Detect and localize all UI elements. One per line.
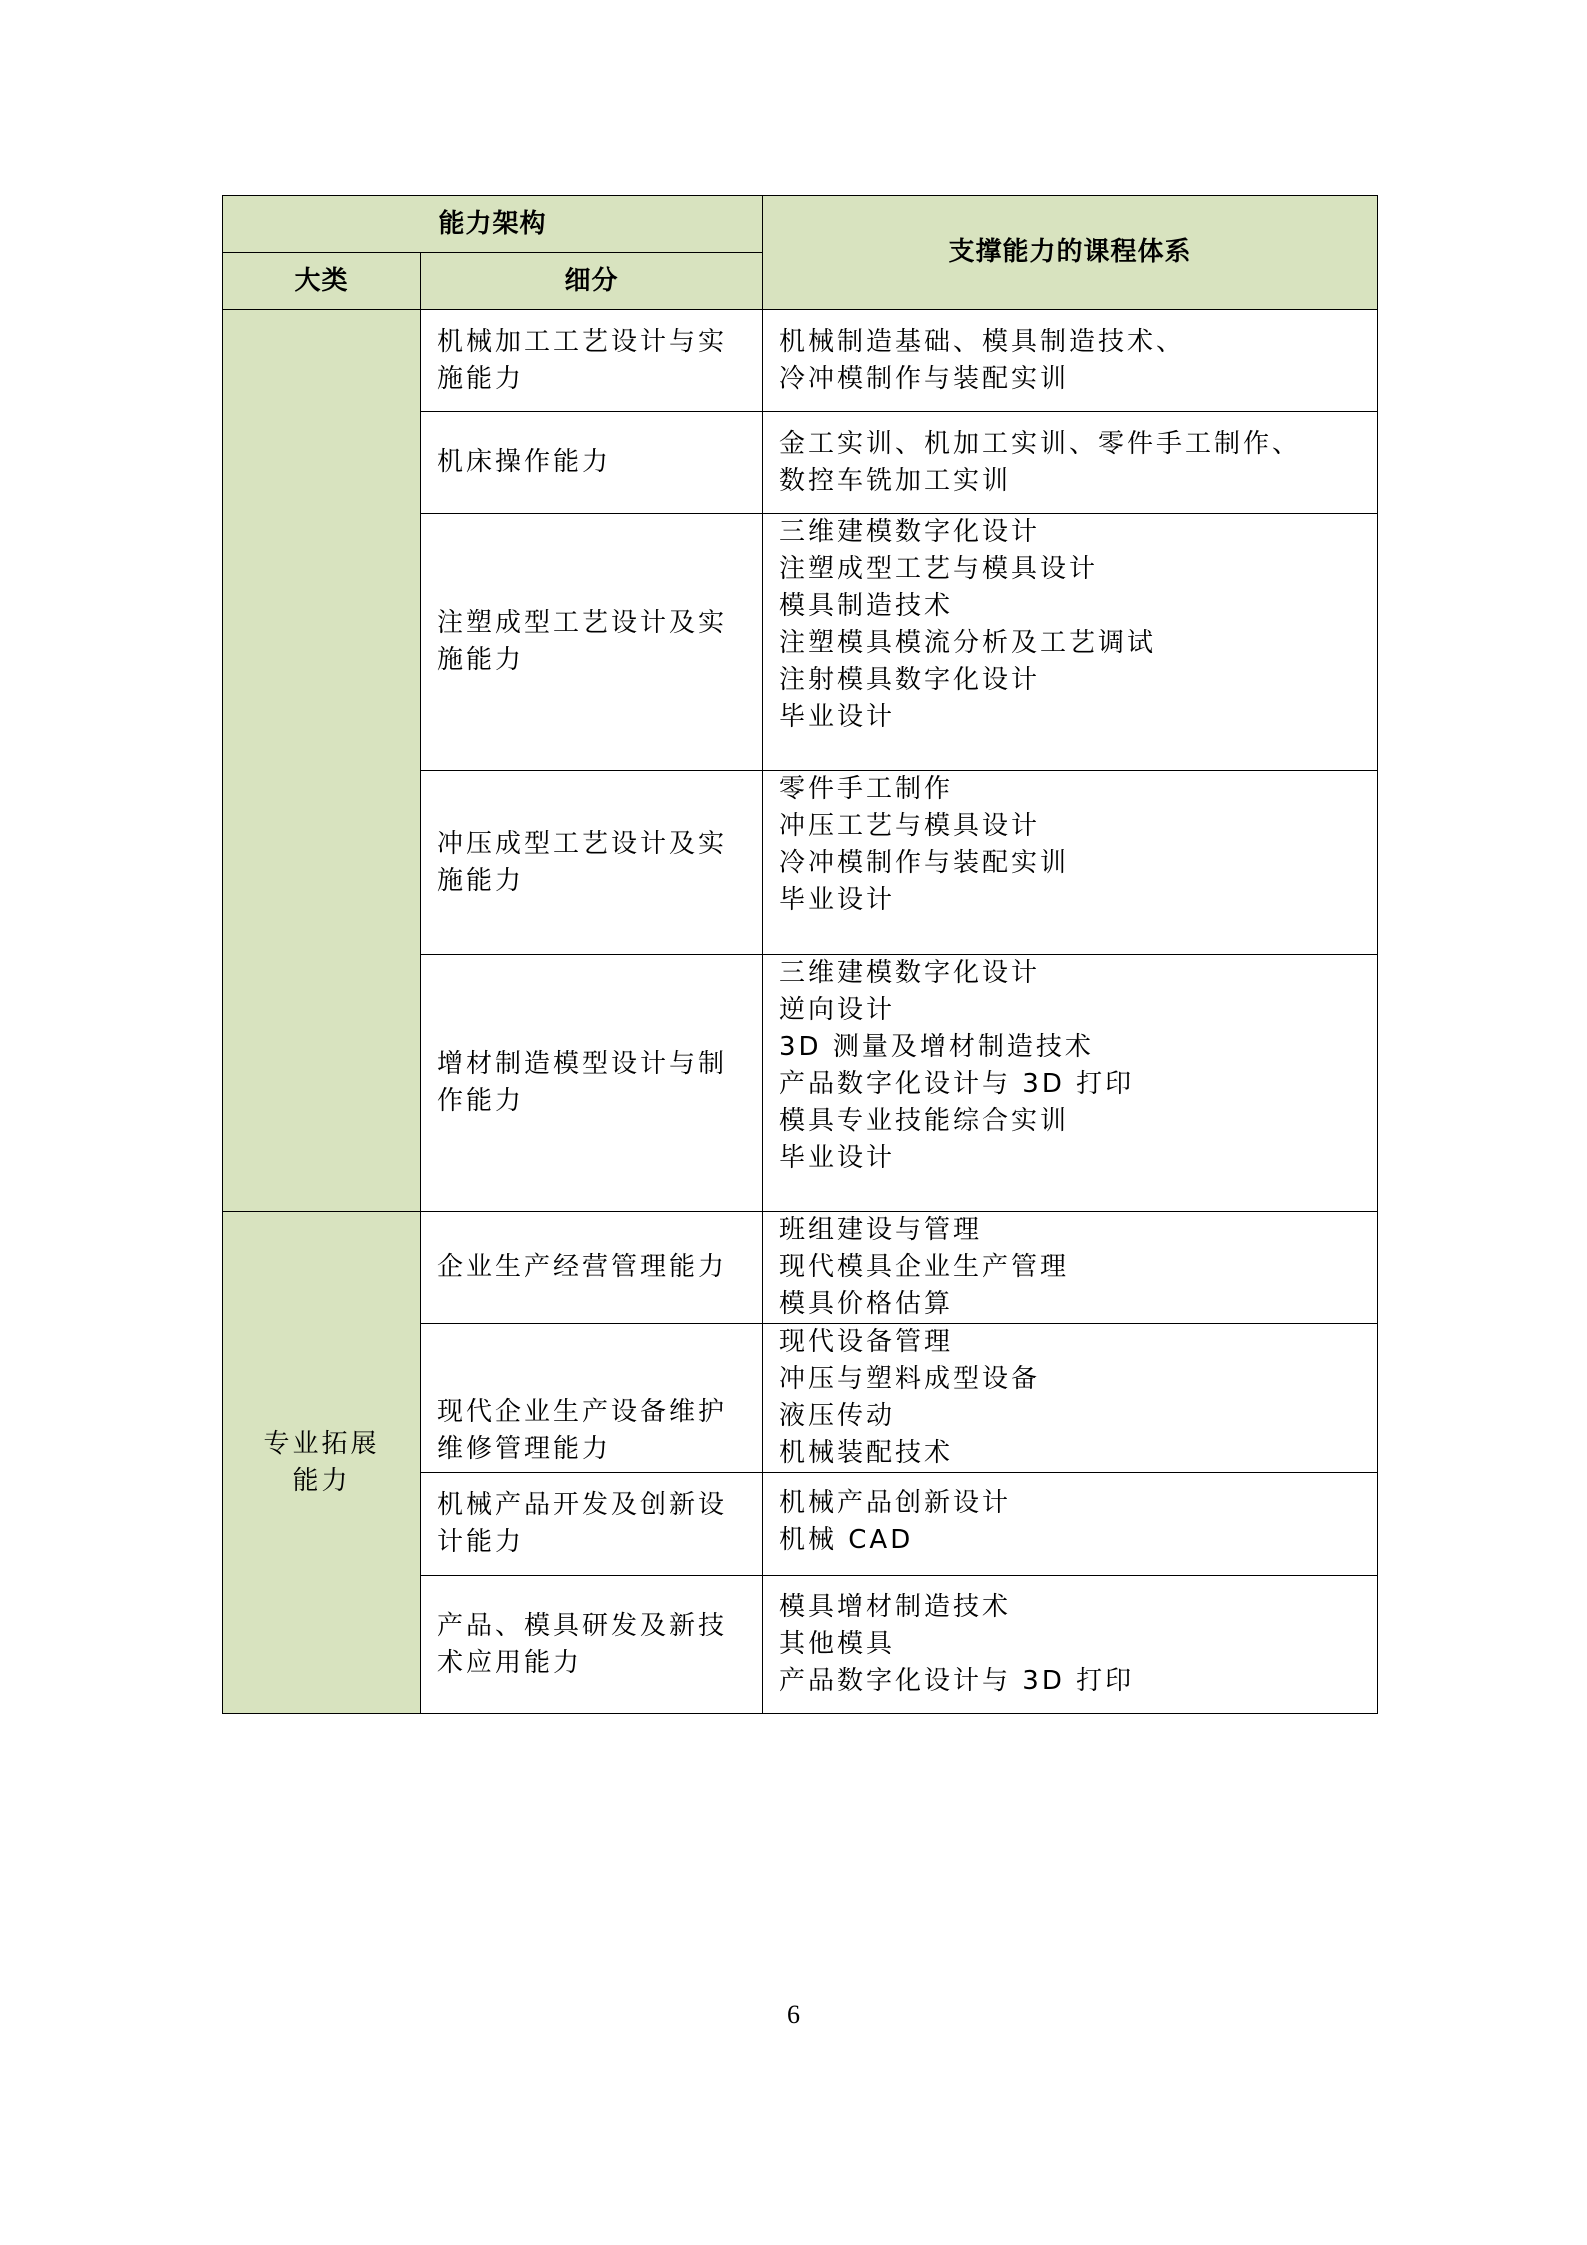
course-item: 冷冲模制作与装配实训 <box>779 848 1070 878</box>
header-ability-framework: 能力架构 <box>223 196 763 253</box>
courses-cell <box>763 1324 1378 1473</box>
course-item: 注射模具数字化设计 <box>779 665 1041 695</box>
courses-cell <box>763 412 1378 514</box>
course-item: 机械装配技术 <box>779 1438 954 1468</box>
course-item: 毕业设计 <box>779 702 896 732</box>
course-item: 模具价格估算 <box>779 1289 954 1319</box>
courses-cell <box>763 1576 1378 1714</box>
course-item: 产品数字化设计与 3D 打印 <box>779 1666 1135 1696</box>
table-row <box>223 1212 1378 1324</box>
course-item: 三维建模数字化设计 <box>779 958 1041 988</box>
courses-cell <box>763 771 1378 955</box>
course-item: 模具制造技术 <box>779 591 954 621</box>
course-item: 液压传动 <box>779 1401 896 1431</box>
course-item: 现代模具企业生产管理 <box>779 1252 1070 1282</box>
subcategory-cell: 产品、模具研发及新技术应用能力 <box>421 1576 763 1714</box>
course-item: 冷冲模制作与装配实训 <box>779 363 1070 394</box>
course-item: 数控车铣加工实训 <box>779 465 1012 496</box>
course-item: 毕业设计 <box>779 1143 896 1173</box>
course-item: 金工实训、机加工实训、零件手工制作、 <box>779 428 1302 459</box>
subcategory-cell: 冲压成型工艺设计及实施能力 <box>421 771 763 955</box>
header-subcategory: 细分 <box>421 253 763 310</box>
course-item: 现代设备管理 <box>779 1327 954 1357</box>
course-item: 毕业设计 <box>779 885 896 915</box>
course-item: 3D 测量及增材制造技术 <box>779 1032 1094 1062</box>
course-item: 产品数字化设计与 3D 打印 <box>779 1069 1135 1099</box>
category-cell-core <box>223 310 421 1212</box>
subcategory-cell: 机械加工工艺设计与实施能力 <box>421 310 763 412</box>
courses-cell <box>763 514 1378 771</box>
header-category: 大类 <box>223 253 421 310</box>
subcategory-cell: 机床操作能力 <box>421 412 763 514</box>
subcategory-cell: 注塑成型工艺设计及实施能力 <box>421 514 763 771</box>
course-item: 机械产品创新设计 <box>779 1488 1012 1518</box>
course-item: 逆向设计 <box>779 995 896 1025</box>
subcategory-cell: 机械产品开发及创新设计能力 <box>421 1473 763 1576</box>
course-item: 冲压工艺与模具设计 <box>779 811 1041 841</box>
page-number: 6 <box>787 2000 800 2029</box>
course-item: 机械制造基础、模具制造技术、 <box>779 326 1186 357</box>
course-item: 零件手工制作 <box>779 774 954 804</box>
course-item: 注塑成型工艺与模具设计 <box>779 554 1099 584</box>
table-row <box>223 310 1378 412</box>
course-item: 其他模具 <box>779 1629 896 1659</box>
course-item: 冲压与塑料成型设备 <box>779 1364 1041 1394</box>
category-label: 专业拓展能力 <box>263 1428 380 1496</box>
course-item: 模具专业技能综合实训 <box>779 1106 1070 1136</box>
subcategory-cell: 企业生产经营管理能力 <box>421 1212 763 1324</box>
course-item: 模具增材制造技术 <box>779 1592 1012 1622</box>
course-item: 机械 CAD <box>779 1525 914 1555</box>
course-item: 班组建设与管理 <box>779 1215 983 1245</box>
courses-cell <box>763 1212 1378 1324</box>
subcategory-cell: 增材制造模型设计与制作能力 <box>421 955 763 1212</box>
course-item: 三维建模数字化设计 <box>779 517 1041 547</box>
courses-cell <box>763 955 1378 1212</box>
ability-course-table <box>222 195 1378 1714</box>
courses-cell <box>763 1473 1378 1576</box>
header-supporting-courses: 支撑能力的课程体系 <box>763 196 1378 310</box>
category-cell-extension <box>223 1212 421 1714</box>
course-item: 注塑模具模流分析及工艺调试 <box>779 628 1157 658</box>
courses-cell <box>763 310 1378 412</box>
subcategory-cell: 现代企业生产设备维护维修管理能力 <box>421 1324 763 1473</box>
